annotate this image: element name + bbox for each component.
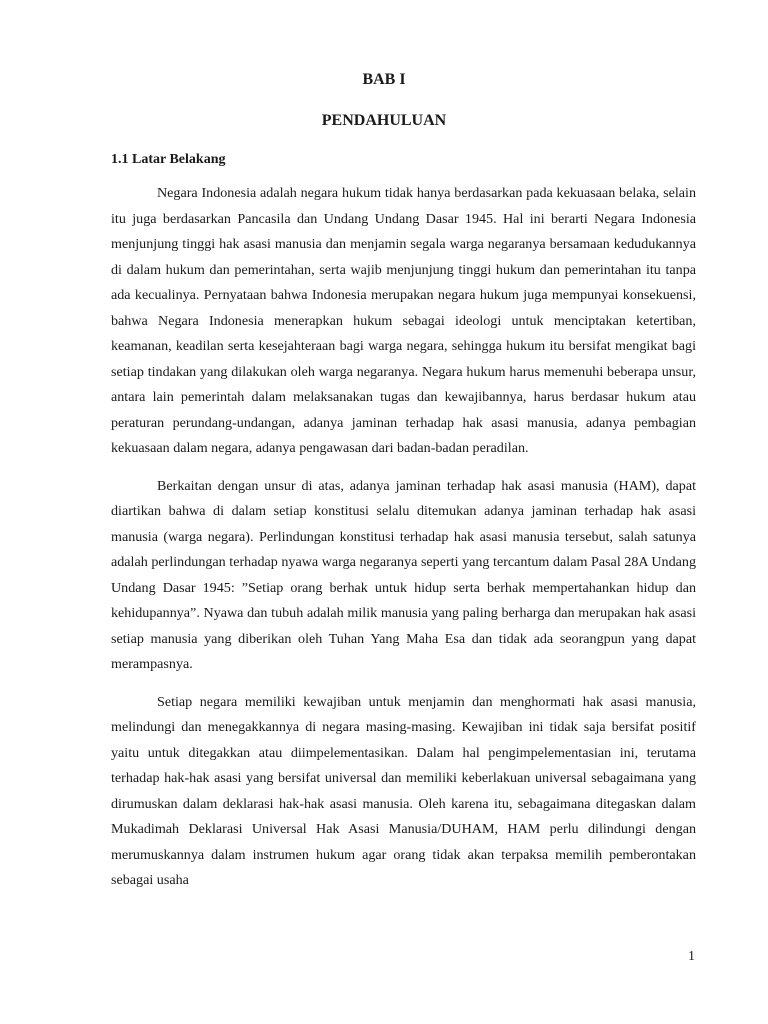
paragraph-3: Setiap negara memiliki kewajiban untuk menjamin dan menghormati hak asasi manusia, melindungi dan menegakkannya di negara masing-masing. Kewajiban ini tidak saja bersifat positif yaitu untuk ditegakkan atau diimpelementasikan. Dalam hal pengimpelementasian ini, terutama terhadap hak-hak asasi yang bersifat universal dan memiliki keberlakuan universal sebagaimana yang dirumuskan dalam deklarasi hak-hak asasi manusia. Oleh karena itu, sebagaimana ditegaskan dalam Mukadimah Deklarasi Universal Hak Asasi Manusia/DUHAM, HAM perlu dilindungi dengan merumuskannya dalam instrumen hukum agar orang tidak akan terpaksa memilih pemberontakan sebagai usaha — [111, 693, 696, 888]
chapter-number: BAB I — [362, 71, 406, 88]
body-text — [111, 181, 696, 906]
paragraph-1: Negara Indonesia adalah negara hukum tidak hanya berdasarkan pada kekuasaan belaka, selain itu juga berdasarkan Pancasila dan Undang Undang Dasar 1945. Hal ini berarti Negara Indonesia menjunjung tinggi hak asasi manusia dan menjamin segala warga negaranya bersamaan kedudukannya di dalam hukum dan pemerintahan, serta wajib menjunjung tinggi hukum dan pemerintahan itu tanpa ada kecualinya. Pernyataan bahwa Indonesia merupakan negara hukum juga mempunyai konsekuensi, bahwa Negara Indonesia menerapkan hukum sebagai ideologi untuk menciptakan ketertiban, keamanan, keadilan serta kesejahteraan bagi warga negara, sehingga hukum itu bersifat mengikat bagi setiap tindakan yang dilakukan oleh warga negaranya. Negara hukum harus memenuhi beberapa unsur, antara lain pemerintah dalam melaksanakan tugas dan kewajibannya, harus berdasar hukum atau peraturan perundang-undangan, adanya jaminan terhadap hak asasi manusia, adanya pembagian kekuasaan dalam negara, adanya pengawasan dari badan-badan peradilan. — [111, 185, 696, 456]
page-number: 1 — [688, 949, 695, 964]
chapter-title: PENDAHULUAN — [321, 112, 447, 129]
section-heading: 1.1 Latar Belakang — [111, 152, 226, 167]
paragraph-2: Berkaitan dengan unsur di atas, adanya jaminan terhadap hak asasi manusia (HAM), dapat diartikan bahwa di dalam setiap konstitusi selalu ditemukan adanya jaminan terhadap hak asasi manusia (warga negara). Perlindungan konstitusi terhadap hak asasi manusia tersebut, salah satunya adalah perlindungan terhadap nyawa warga negaranya seperti yang tercantum dalam Pasal 28A Undang Undang Dasar 1945: ”Setiap orang berhak untuk hidup serta berhak mempertahankan hidup dan kehidupannya”. Nyawa dan tubuh adalah milik manusia yang paling berharga dan merupakan hak asasi setiap manusia yang diberikan oleh Tuhan Yang Maha Esa dan tidak ada seorangpun yang dapat merampasnya. — [111, 477, 696, 672]
